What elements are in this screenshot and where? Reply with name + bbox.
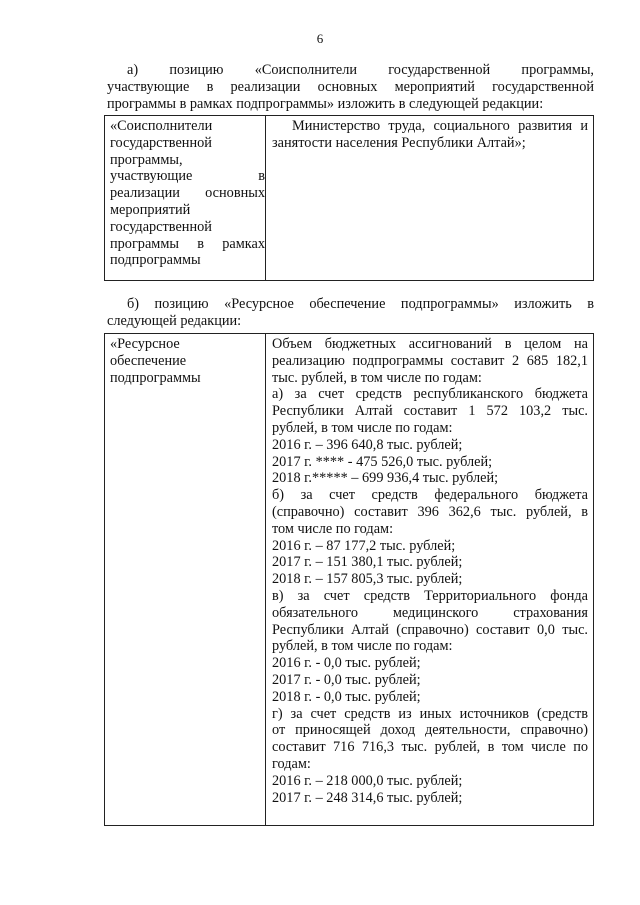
table-cell-line: от приносящей доход деятельности, справочно) <box>272 722 588 739</box>
table-cell-line: 2016 г. – 87 177,2 тыс. рублей; <box>272 537 456 554</box>
item-b-line: следующей редакции: <box>107 312 242 329</box>
table-resource-support <box>104 333 594 826</box>
table-cell-line: в) за счет средств Территориального фонда <box>272 587 588 604</box>
table-cell-line: годам: <box>272 755 311 772</box>
table-cell-line: подпрограммы <box>110 252 201 269</box>
table-cell-line: обязательного медицинского страхования <box>272 604 588 621</box>
table-cell-line: 2018 г. – 157 805,3 тыс. рублей; <box>272 571 463 588</box>
item-a-line: а) позицию «Соисполнители государственной программы, <box>127 62 594 78</box>
table-cell-line: рублей, в том числе по годам: <box>272 638 453 655</box>
table-resource-support-label-cell <box>105 334 266 825</box>
table-cell-line: 2017 г. – 248 314,6 тыс. рублей; <box>272 789 463 806</box>
table-cell-line: Республики Алтай составит 1 572 103,2 тыс. <box>272 403 588 420</box>
table-cell-line: г) за счет средств из иных источников (средств <box>272 705 588 722</box>
table-cell-line: «Ресурсное <box>110 336 180 352</box>
table-co-executors-value-cell <box>266 116 593 280</box>
page-number: 6 <box>316 31 324 46</box>
table-cell-line: составит 716 716,3 тыс. рублей, в том числе по <box>272 739 588 756</box>
table-cell-line: «Соисполнители <box>110 118 213 134</box>
table-cell-line: 2018 г.***** – 699 936,4 тыс. рублей; <box>272 470 499 487</box>
table-cell-line: Объем бюджетных ассигнований в целом на <box>272 336 588 352</box>
table-cell-line: участвующие в <box>110 168 265 185</box>
item-b-line: б) позицию «Ресурсное обеспечение подпрограммы» изложить в <box>127 296 594 312</box>
table-cell-line: 2016 г. - 0,0 тыс. рублей; <box>272 655 421 672</box>
table-cell-line: рублей, в том числе по годам: <box>272 419 453 436</box>
table-cell-line: 2016 г. – 218 000,0 тыс. рублей; <box>272 772 463 789</box>
table-cell-line: программы в рамках <box>110 235 265 252</box>
table-cell-line: 2017 г. **** - 475 526,0 тыс. рублей; <box>272 453 493 470</box>
table-cell-line: 2017 г. - 0,0 тыс. рублей; <box>272 671 421 688</box>
table-cell-line: Министерство труда, социального развития и <box>292 118 588 134</box>
table-cell-line: мероприятий <box>110 201 191 218</box>
table-resource-support-value-cell <box>266 334 593 825</box>
table-cell-line: подпрограммы <box>110 369 201 386</box>
table-cell-line: 2017 г. – 151 380,1 тыс. рублей; <box>272 554 463 571</box>
table-cell-line: государственной <box>110 218 212 235</box>
table-cell-line: реализацию подпрограммы составит 2 685 182,1 <box>272 352 588 369</box>
table-cell-line: (справочно) составит 396 362,6 тыс. рублей, в <box>272 503 588 520</box>
table-cell-line: 2016 г. – 396 640,8 тыс. рублей; <box>272 436 463 453</box>
table-cell-line: занятости населения Республики Алтай»; <box>272 134 526 151</box>
item-a-paragraph <box>107 62 594 112</box>
item-a-line: программы в рамках подпрограммы» изложить в следующей редакции: <box>107 95 544 112</box>
table-cell-line: реализации основных <box>110 185 265 202</box>
table-cell-line: 2018 г. - 0,0 тыс. рублей; <box>272 688 421 705</box>
item-a-line: участвующие в реализации основных мероприятий государственной <box>107 78 594 95</box>
table-cell-line: Республики Алтай (справочно) составит 0,0 тыс. <box>272 621 588 638</box>
table-cell-line: а) за счет средств республиканского бюджета <box>272 386 588 403</box>
table-co-executors <box>104 115 594 281</box>
table-cell-line: б) за счет средств федерального бюджета <box>272 487 588 504</box>
table-cell-line: государственной <box>110 134 212 151</box>
table-cell-line: том числе по годам: <box>272 520 394 537</box>
table-cell-line: программы, <box>110 151 183 168</box>
table-cell-line: обеспечение <box>110 352 187 369</box>
table-cell-line: тыс. рублей, в том числе по годам: <box>272 369 482 386</box>
table-co-executors-label-cell <box>105 116 266 280</box>
item-b-paragraph <box>107 296 594 330</box>
